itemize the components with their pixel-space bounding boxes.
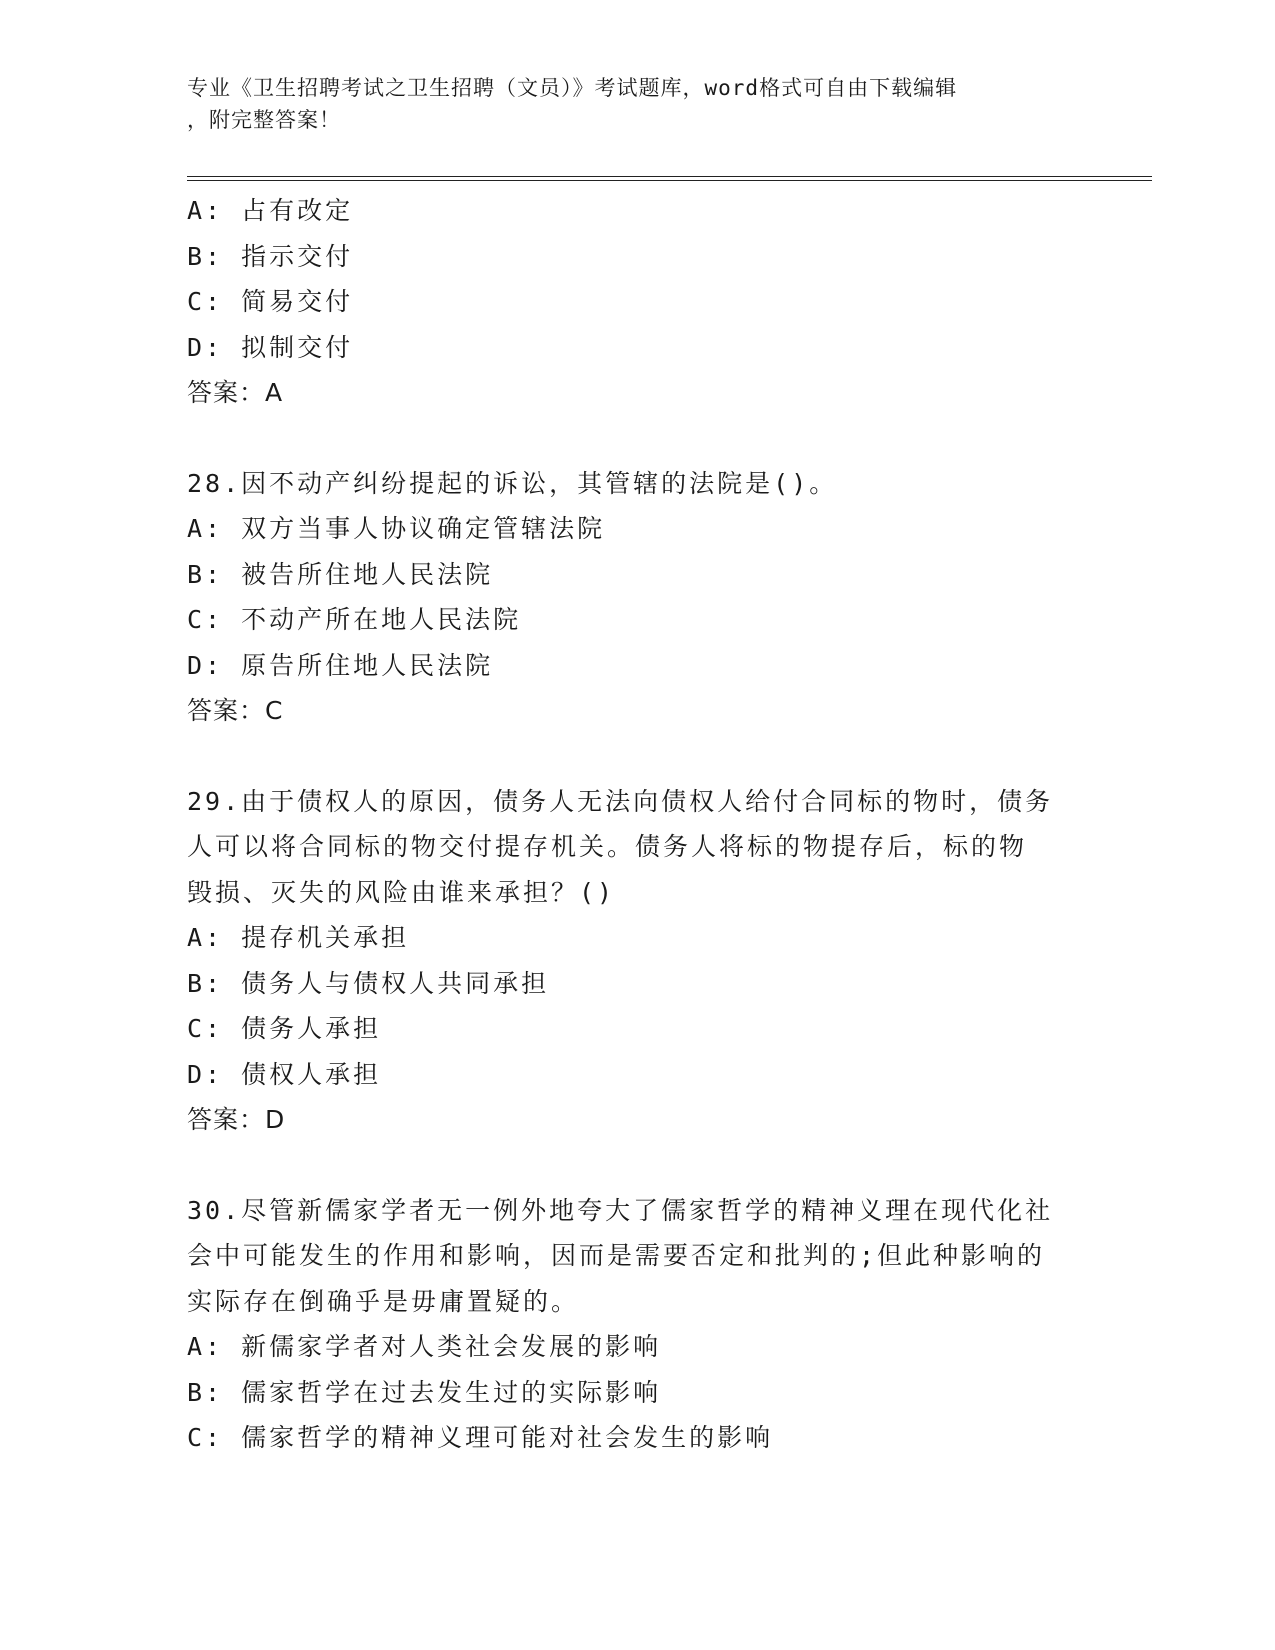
option-a: A: 新儒家学者对人类社会发展的影响 [187, 1332, 662, 1361]
answer: 答案：A [187, 378, 284, 407]
question-28 [187, 461, 1087, 734]
header-rule-bottom [187, 180, 1152, 181]
option-d: D: 债权人承担 [187, 1059, 382, 1089]
question-text-line-3: 实际存在倒确乎是毋庸置疑的。 [187, 1286, 580, 1316]
option-b: B: 指示交付 [187, 241, 354, 271]
option-c: C: 不动产所在地人民法院 [187, 605, 522, 634]
question-27 [187, 188, 1087, 416]
spacer [187, 1143, 1087, 1188]
option-c: C: 债务人承担 [187, 1014, 382, 1043]
question-text-line-2: 人可以将合同标的物交付提存机关。债务人将标的物提存后，标的物 [187, 832, 1028, 861]
option-a: A: 提存机关承担 [187, 923, 410, 952]
header-line-1: 专业《卫生招聘考试之卫生招聘（文员）》考试题库，word格式可自由下载编辑 [187, 76, 958, 100]
option-b: B: 儒家哲学在过去发生过的实际影响 [187, 1377, 662, 1407]
question-text-line-2: 会中可能发生的作用和影响，因而是需要否定和批判的;但此种影响的 [187, 1241, 1046, 1270]
option-a: A: 占有改定 [187, 196, 354, 225]
option-a: A: 双方当事人协议确定管辖法院 [187, 514, 606, 543]
question-text-line-3: 毁损、灭失的风险由谁来承担？() [187, 877, 616, 907]
option-b: B: 债务人与债权人共同承担 [187, 968, 550, 998]
option-d: D: 拟制交付 [187, 332, 354, 362]
option-c: C: 简易交付 [187, 287, 354, 316]
question-29 [187, 779, 1087, 1143]
question-text-line-1: 30.尽管新儒家学者无一例外地夸大了儒家哲学的精神义理在现代化社 [187, 1195, 1054, 1225]
question-list [187, 188, 1087, 1461]
document-header [187, 72, 1067, 136]
question-text: 28.因不动产纠纷提起的诉讼，其管辖的法院是()。 [187, 468, 838, 498]
spacer [187, 416, 1087, 461]
question-text-line-1: 29.由于债权人的原因，债务人无法向债权人给付合同标的物时，债务 [187, 786, 1054, 816]
answer: 答案：C [187, 696, 284, 725]
header-rule-top [187, 176, 1152, 177]
option-b: B: 被告所住地人民法院 [187, 559, 494, 589]
spacer [187, 734, 1087, 779]
header-line-2: ，附完整答案！ [187, 108, 341, 132]
answer: 答案：D [187, 1105, 286, 1134]
option-c: C: 儒家哲学的精神义理可能对社会发生的影响 [187, 1423, 774, 1452]
option-d: D: 原告所住地人民法院 [187, 650, 494, 680]
question-30 [187, 1188, 1087, 1461]
